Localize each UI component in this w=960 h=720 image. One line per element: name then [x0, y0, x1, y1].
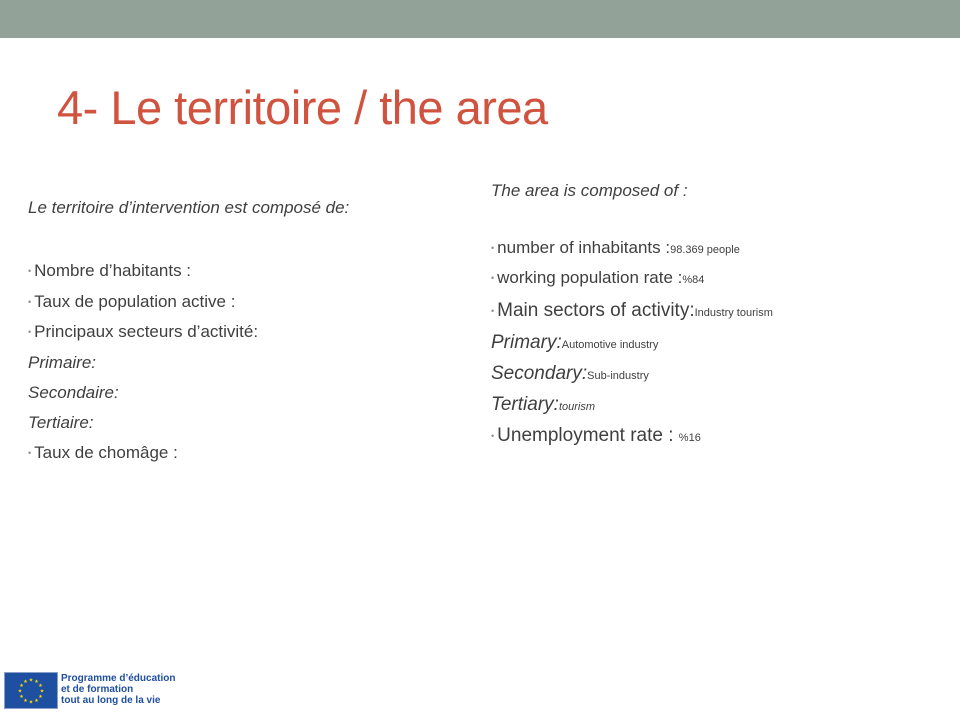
- bullet-icon: •: [28, 448, 32, 458]
- slide-title: 4- Le territoire / the area: [57, 81, 548, 134]
- bullet-icon: •: [491, 306, 495, 316]
- left-bullet-active-rate: • Taux de population active :: [28, 292, 236, 311]
- right-bullet-inhabitants: • number of inhabitants :98.369 people: [491, 238, 740, 257]
- top-bar: [0, 0, 960, 38]
- right-secondary: Secondary:Sub-industry: [491, 363, 649, 384]
- svg-text:★: ★: [28, 677, 34, 684]
- svg-text:★: ★: [23, 679, 28, 685]
- svg-text:★: ★: [28, 699, 34, 706]
- bullet-icon: •: [28, 327, 32, 337]
- left-primaire: Primaire:: [28, 353, 97, 372]
- left-bullet-inhabitants: • Nombre d’habitants :: [28, 261, 192, 280]
- svg-text:★: ★: [38, 694, 43, 700]
- right-primary: Primary:Automotive industry: [491, 332, 659, 353]
- bullet-icon: •: [491, 431, 495, 441]
- svg-text:★: ★: [39, 688, 45, 695]
- eu-flag-icon: [4, 672, 58, 709]
- right-tertiary: Tertiary:tourism: [491, 394, 595, 415]
- svg-text:★: ★: [38, 683, 43, 689]
- logo-line-1: Programme d’éducation: [61, 673, 176, 684]
- right-intro: The area is composed of :: [491, 181, 688, 200]
- bullet-icon: •: [28, 266, 32, 276]
- left-bullet-sectors: • Principaux secteurs d’activité:: [28, 322, 259, 341]
- left-intro: Le territoire d’intervention est composé de:: [28, 198, 350, 217]
- svg-text:★: ★: [19, 683, 24, 689]
- bullet-icon: •: [491, 273, 495, 283]
- logo-line-3: tout au long de la vie: [61, 695, 161, 706]
- svg-text:★: ★: [19, 694, 24, 700]
- bullet-icon: •: [491, 243, 495, 253]
- right-bullet-sectors: • Main sectors of activity:Industry tourism: [491, 300, 773, 321]
- right-bullet-working: • working population rate :%84: [491, 268, 705, 287]
- logo-line-2: et de formation: [61, 684, 134, 695]
- bullet-icon: •: [28, 297, 32, 307]
- svg-text:★: ★: [34, 698, 39, 704]
- eu-stars-icon: [5, 673, 57, 708]
- svg-text:★: ★: [17, 688, 23, 695]
- logo-text: [61, 673, 175, 706]
- svg-text:★: ★: [23, 698, 28, 704]
- right-bullet-unemployment: • Unemployment rate : %16: [491, 425, 701, 446]
- left-secondaire: Secondaire:: [28, 383, 119, 402]
- svg-text:★: ★: [34, 679, 39, 685]
- left-tertiaire: Tertiaire:: [28, 413, 94, 432]
- left-bullet-chomage: • Taux de chomâge :: [28, 443, 178, 462]
